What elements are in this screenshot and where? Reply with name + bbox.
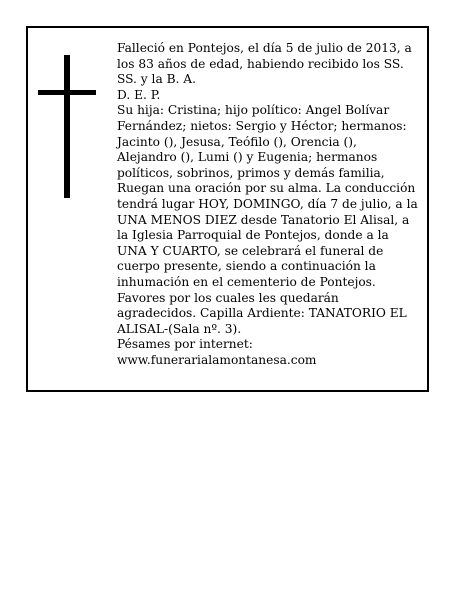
notice-text <box>117 41 419 368</box>
family-list: Su hija: Cristina; hijo político: Angel Bolívar Fernández; nietos: Sergio y Héctor; hermanos: Jacinto (), Jesusa, Teófilo (), Orencia (), Alejandro (), Lumi () y Eugenia; hermanos políticos, sobrinos, primos y demás familia, <box>117 103 407 180</box>
rest-in-peace: D. E. P. <box>117 87 161 102</box>
condolences-website: Pésames por internet: www.funerarialamontanesa.com <box>117 337 317 367</box>
cross-vertical-bar <box>64 55 70 198</box>
cross-icon <box>38 55 100 198</box>
funeral-details: Ruegan una oración por su alma. La conducción tendrá lugar HOY, DOMINGO, día 7 de julio, a la UNA MENOS DIEZ desde Tanatorio El Alisal, a la Iglesia Parroquial de Pontejos, donde a la UNA Y CUARTO, se celebrará el funeral de cuerpo presente, siendo a continuación la inhumación en el cementerio de Pontejos. Favores por los cuales les quedarán agradecidos. Capilla Ardiente: TANATORIO EL ALISAL-(Sala nº. 3). <box>117 181 418 336</box>
obituary-notice <box>26 26 429 392</box>
cross-horizontal-bar <box>38 90 96 95</box>
death-announcement: Falleció en Pontejos, el día 5 de julio de 2013, a los 83 años de edad, habiendo recibido los SS. SS. y la B. A. <box>117 41 412 87</box>
